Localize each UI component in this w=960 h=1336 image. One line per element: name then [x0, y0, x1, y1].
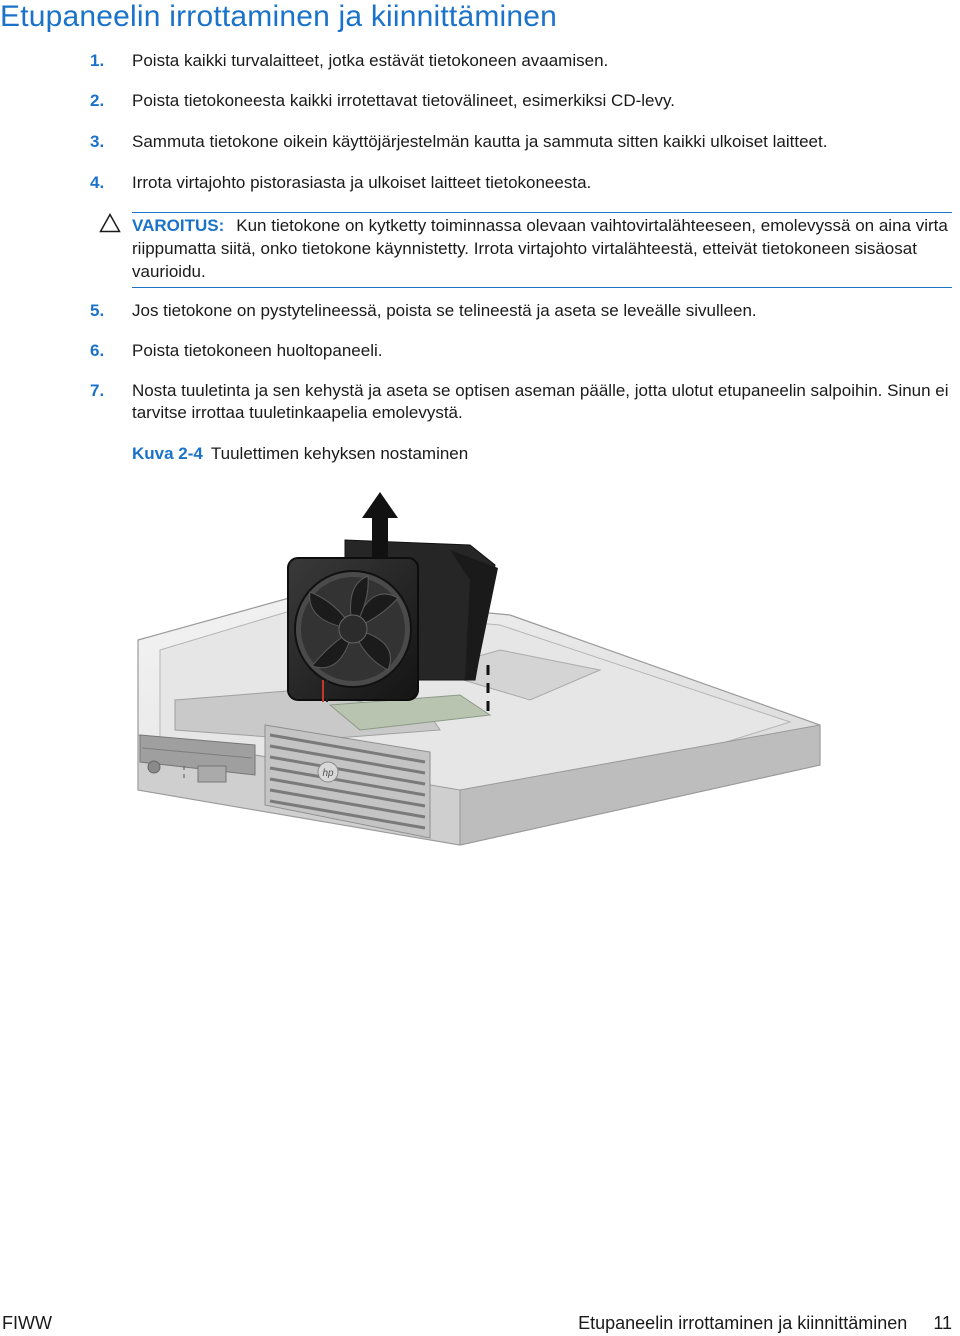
fan-assembly [288, 540, 498, 702]
figure-label: Kuva 2-4 [132, 444, 203, 463]
step-text: Irrota virtajohto pistorasiasta ja ulkoiset laitteet tietokoneesta. [132, 173, 592, 192]
step-number: 5. [90, 301, 105, 320]
page-number: 11 [933, 1313, 952, 1333]
step-text: Jos tietokone on pystytelineessä, poista se telineestä ja aseta se leveälle sivulleen. [132, 301, 757, 320]
step-number: 1. [90, 51, 105, 70]
step-text: Poista tietokoneen huoltopaneeli. [132, 341, 383, 360]
step-number: 3. [90, 132, 105, 151]
caution-box [132, 212, 952, 288]
step-text: Poista kaikki turvalaitteet, jotka estävät tietokoneen avaamisen. [132, 51, 609, 70]
fan-removal-illustration [130, 490, 830, 870]
caution-text: Kun tietokone on kytketty toiminnassa olevaan vaihtovirtalähteeseen, emolevyssä on aina virta riippumatta siitä, onko tietokone käynnistetty. Irrota virtajohto virtalähteestä, etteivät tietokoneen sisäosat vaurioidu. [132, 216, 948, 281]
step-number: 6. [90, 341, 105, 360]
warning-triangle-icon [99, 213, 121, 233]
step-text: Nosta tuuletinta ja sen kehystä ja aseta se optisen aseman päälle, jotta ulotut etupaneelin salpoihin. Sinun ei tarvitse irrottaa tuuletinkaapelia emolevystä. [132, 381, 949, 422]
hp-logo-text: hp [322, 768, 334, 779]
step-text: Poista tietokoneesta kaikki irrotettavat tietovälineet, esimerkiksi CD-levy. [132, 91, 675, 110]
step-number: 7. [90, 381, 105, 400]
footer-right [578, 1312, 952, 1334]
figure-caption [132, 443, 468, 465]
caution-label: VAROITUS: [132, 216, 225, 235]
figure-title: Tuulettimen kehyksen nostaminen [210, 444, 469, 463]
footer-section-title: Etupaneelin irrottaminen ja kiinnittäminen [578, 1313, 908, 1333]
step-number: 4. [90, 173, 105, 192]
step-text: Sammuta tietokone oikein käyttöjärjestelmän kautta ja sammuta sitten kaikki ulkoiset laitteet. [132, 132, 828, 151]
footer-left: FIWW [2, 1313, 52, 1333]
step-number: 2. [90, 91, 105, 110]
page-title: Etupaneelin irrottaminen ja kiinnittäminen [0, 0, 558, 33]
